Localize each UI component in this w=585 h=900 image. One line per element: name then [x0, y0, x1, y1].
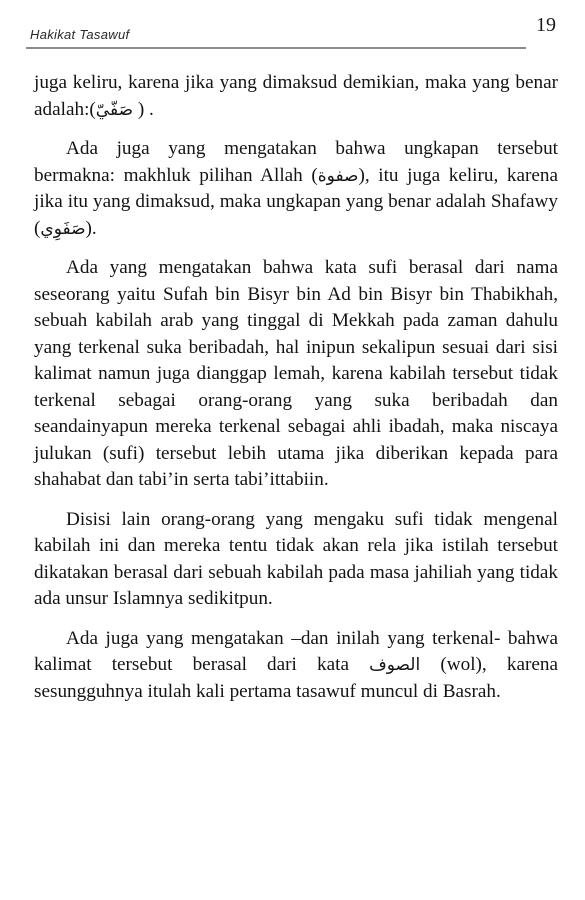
paragraph-2-middle: ), itu juga keliru, karena jika itu yang dimaksud, maka ungkapan yang benar adalah Shafawy (: [34, 164, 559, 239]
page-number: 19: [536, 14, 556, 36]
arabic-term-shafiy: صَفّيّ: [95, 99, 134, 120]
running-title: Hakikat Tasawuf: [30, 27, 130, 42]
paragraph-5-tail: (wol), karena sesungguhnya itulah kali pertama tasawuf muncul di Basrah.: [34, 654, 559, 702]
paragraph-2-text: Ada juga yang mengatakan bahwa ungkapan tersebut bermakna: makhluk pilihan Allah (: [34, 138, 558, 186]
arabic-term-shuf: الصوف: [369, 655, 421, 675]
page-header: [26, 14, 566, 50]
arabic-term-shafawy: صَفَوِي: [40, 218, 86, 239]
paragraph-1: [34, 70, 558, 123]
paragraph-2-tail: ).: [85, 217, 97, 239]
paragraph-1-text: juga keliru, karena jika yang dimaksud demikian, maka yang benar adalah:(: [34, 72, 558, 120]
paragraph-5: [34, 626, 558, 706]
paragraph-2: [34, 136, 558, 242]
header-rule: [26, 47, 526, 49]
paragraph-5-text: Ada juga yang mengatakan –dan inilah yang terkenal- bahwa kalimat tersebut berasal dari kata: [34, 627, 558, 675]
paragraph-4: Disisi lain orang-orang yang mengaku sufi tidak mengenal kabilah ini dan mereka tentu tidak akan rela jika istilah tersebut dikatakan berasal dari sebuah kabilah pada masa jahiliah yang tidak ada unsur Islamnya sedikitpun.: [34, 508, 558, 609]
paragraph-3: Ada yang mengatakan bahwa kata sufi berasal dari nama seseorang yaitu Sufah bin Bisyr bin Ad bin Bisyr bin Thabikhah, sebuah kabilah arab yang tinggal di Mekkah pada zaman dahulu yang terkenal suka beribadah, hal inipun sekalipun sesuai dari sisi kalimat namun juga dianggap lemah, karena kabilah tersebut tidak terkenal sebagai orang-orang yang suka beribadah dan seandainyapun mereka terkenal sebagai ahli ibadah, maka niscaya julukan (sufi) tersebut lebih utama jika diberikan kepada para shahabat dan tabi’in serta tabi’ittabiin.: [34, 257, 558, 490]
body-text: [34, 70, 558, 718]
paragraph-1-tail: ) .: [133, 98, 154, 120]
arabic-term-shafwah: صفوة: [317, 165, 359, 186]
